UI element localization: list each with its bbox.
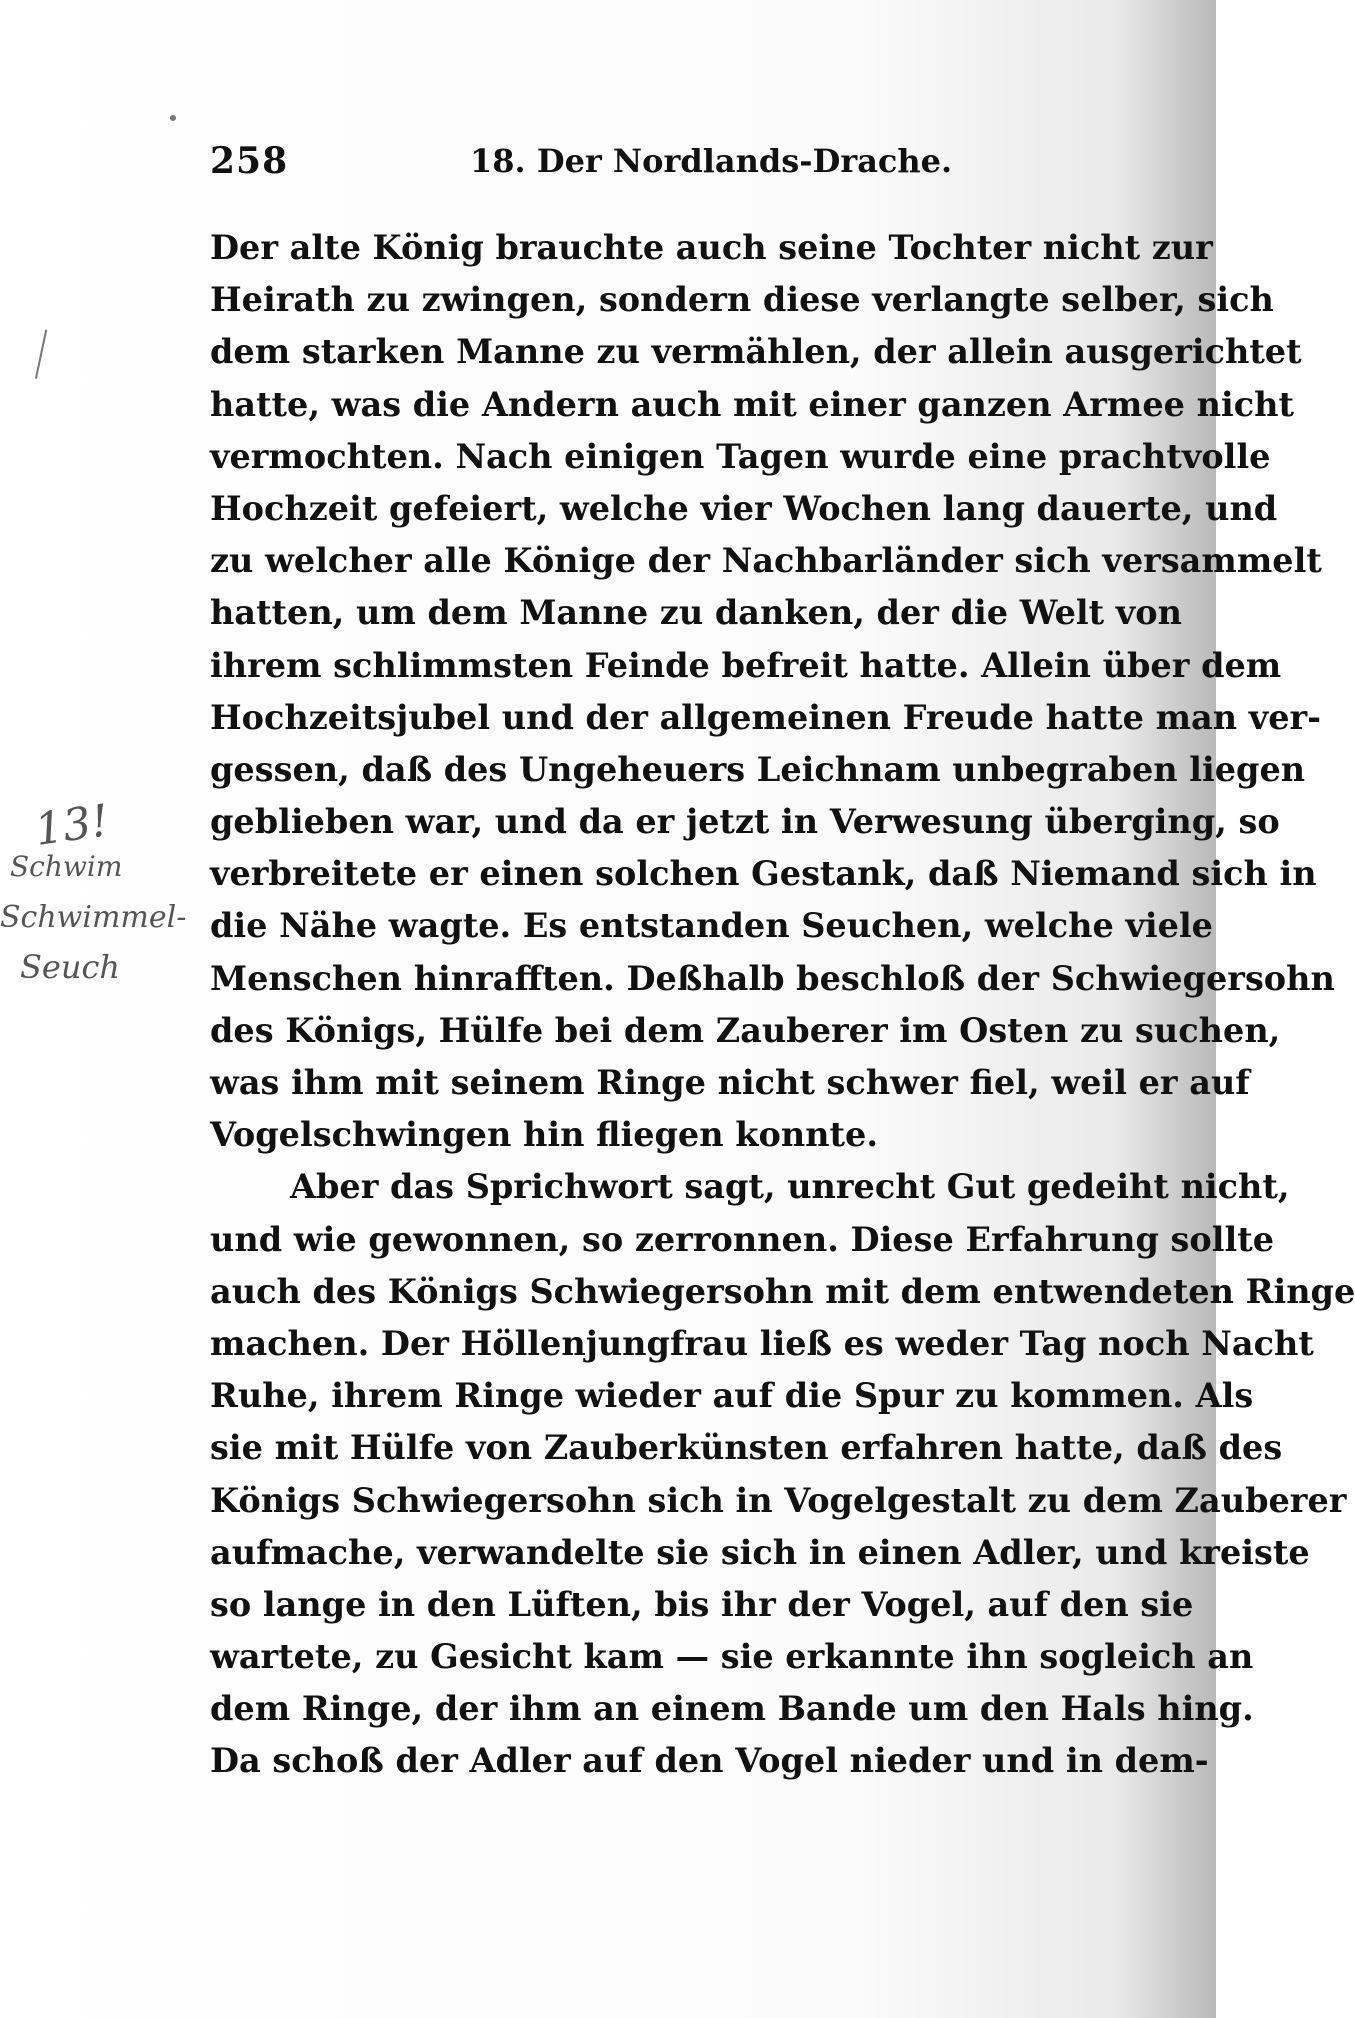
body-text (210, 222, 1355, 1788)
text-line: hatte, was die Andern auch mit einer ganzen Armee nicht (210, 384, 1294, 424)
page-header (210, 140, 1130, 190)
text-line: Der alte König brauchte auch seine Tochter nicht zur (210, 228, 1213, 267)
text-line: zu welcher alle Könige der Nachbarländer sich versammelt (210, 541, 1322, 581)
scan-speck (170, 115, 176, 121)
margin-note-line: Schwimmel- (0, 900, 187, 935)
text-line: Menschen hinrafften. Deßhalb beschloß der Schwiegersohn (210, 958, 1335, 998)
text-line: auch des Königs Schwiegersohn mit dem entwendeten Ringe (210, 1271, 1355, 1311)
text-line: Heirath zu zwingen, sondern diese verlangte selber, sich (210, 280, 1274, 320)
margin-note-line: 13! (31, 795, 112, 856)
text-line: dem Ringe, der ihm an einem Bande um den Hals hing. (210, 1689, 1254, 1729)
text-line: Hochzeitsjubel und der allgemeinen Freude hatte man ver- (210, 697, 1322, 737)
text-line: hatten, um dem Manne zu danken, der die Welt von (210, 593, 1182, 633)
text-line: die Nähe wagte. Es entstanden Seuchen, welche viele (210, 906, 1213, 946)
text-line: Hochzeit gefeiert, welche vier Wochen lang dauerte, und (210, 488, 1278, 528)
handwritten-margin-note (0, 795, 200, 990)
text-line: Aber das Sprichwort sagt, unrecht Gut gedeiht nicht, (290, 1167, 1290, 1207)
margin-note-line: Seuch (20, 948, 120, 986)
margin-note-line: Schwim (10, 850, 123, 883)
text-line: und wie gewonnen, so zerronnen. Diese Erfahrung sollte (210, 1219, 1275, 1259)
text-line: ihrem schlimmsten Feinde befreit hatte. Allein über dem (210, 645, 1282, 685)
text-line: Da schoß der Adler auf den Vogel nieder und in dem- (210, 1741, 1209, 1781)
text-line: wartete, zu Gesicht kam — sie erkannte ihn sogleich an (210, 1637, 1254, 1677)
text-line: machen. Der Höllenjungfrau ließ es weder Tag noch Nacht (210, 1323, 1314, 1363)
text-line: des Königs, Hülfe bei dem Zauberer im Osten zu suchen, (210, 1010, 1281, 1050)
text-line: sie mit Hülfe von Zauberkünsten erfahren hatte, daß des (210, 1428, 1283, 1468)
running-title: 18. Der Nordlands-Drache. (470, 142, 953, 180)
text-line: aufmache, verwandelte sie sich in einen Adler, und kreiste (210, 1532, 1310, 1572)
text-line: vermochten. Nach einigen Tagen wurde eine prachtvolle (210, 436, 1271, 476)
page-number: 258 (210, 140, 289, 182)
text-line: Ruhe, ihrem Ringe wieder auf die Spur zu kommen. Als (210, 1376, 1254, 1416)
text-line: so lange in den Lüften, bis ihr der Vogel, auf den sie (210, 1584, 1194, 1624)
text-line: gessen, daß des Ungeheuers Leichnam unbegraben liegen (210, 749, 1306, 789)
text-line: Vogelschwingen hin fliegen konnte. (210, 1115, 878, 1155)
text-line: was ihm mit seinem Ringe nicht schwer fiel, weil er auf (210, 1063, 1250, 1102)
margin-pencil-mark (35, 330, 55, 381)
text-line: Königs Schwiegersohn sich in Vogelgestalt zu dem Zauberer (210, 1480, 1347, 1520)
text-line: geblieben war, und da er jetzt in Verwesung überging, so (210, 802, 1280, 842)
text-line: verbreitete er einen solchen Gestank, daß Niemand sich in (210, 854, 1317, 894)
text-line: dem starken Manne zu vermählen, der allein ausgerichtet (210, 332, 1302, 372)
